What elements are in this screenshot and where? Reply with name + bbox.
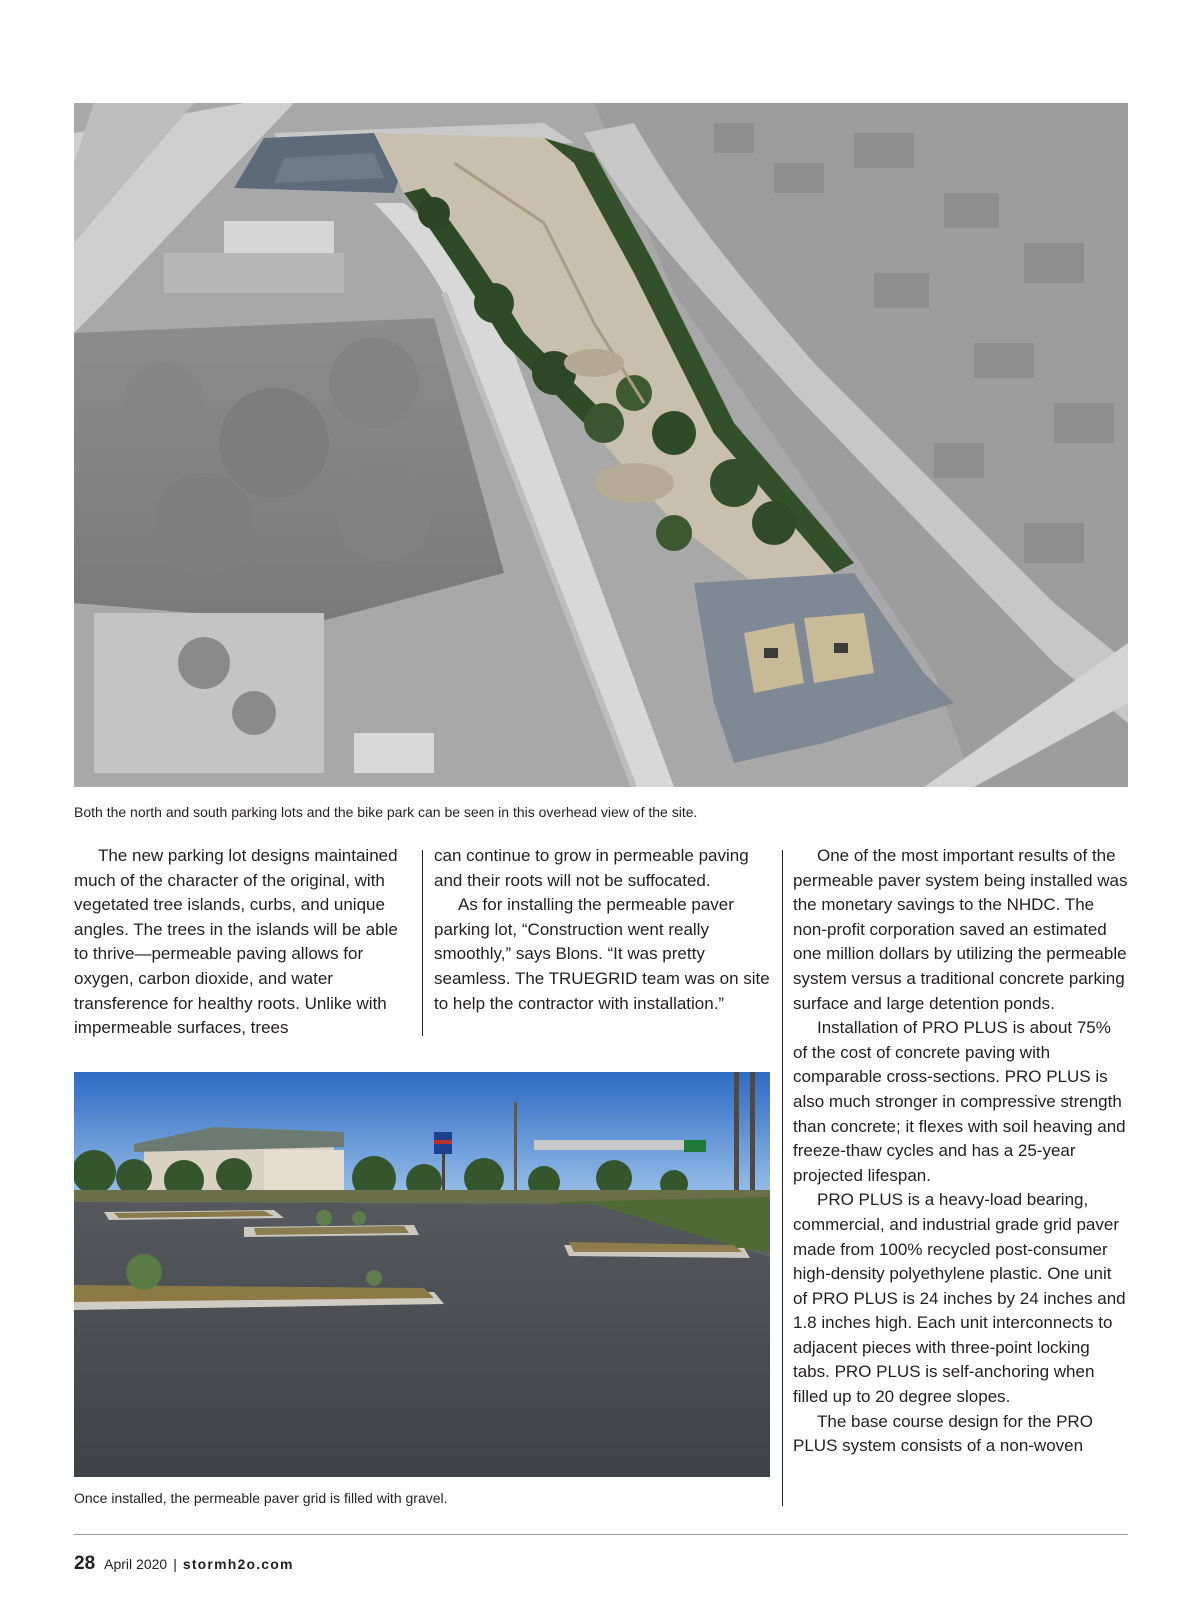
page-number: 28 [74, 1553, 96, 1574]
article-paragraph: As for installing the permeable paver parking lot, “Construction went really smoothly,” says Blons. “It was pretty seamless. The TRUEGRID team was on site to help the contractor with installation.” [434, 895, 770, 1013]
aerial-site-photo [74, 103, 1128, 787]
site-url: stormh2o.com [182, 1556, 294, 1572]
article-paragraph: Installation of PRO PLUS is about 75% of the cost of concrete paving with comparable cross-sections. PRO PLUS is also much stronger in compressive strength than concrete; it flexes with soil heaving and freeze-thaw cycles and has a 25-year projected lifespan. [793, 1018, 1126, 1185]
column-divider [422, 850, 423, 1036]
article-column-3 [793, 844, 1128, 1459]
page-footer [74, 1553, 294, 1577]
parking-lot-illustration [74, 1072, 770, 1477]
article-paragraph: PRO PLUS is a heavy-load bearing, commercial, and industrial grade grid paver made from 100% recycled post-consumer high-density polyethylene plastic. One unit of PRO PLUS is 24 inches by 24 inches and 1.8 inches high. Each unit interconnects to adjacent pieces with three-point locking tabs. PRO PLUS is self-anchoring when filled up to 20 degree slopes. [793, 1190, 1126, 1407]
aerial-site-illustration [74, 103, 1128, 787]
article-paragraph: One of the most important results of the permeable paver system being installed was the monetary savings to the NHDC. The non-profit corporation saved an estimated one million dollars by utilizing the permeable system versus a traditional concrete parking surface and large detention ponds. [793, 846, 1128, 1013]
parking-lot-photo [74, 1072, 770, 1477]
footer-rule [74, 1534, 1128, 1535]
photo-caption-bottom: Once installed, the permeable paver grid is filled with gravel. [74, 1490, 448, 1506]
issue-date: April 2020 [104, 1556, 168, 1572]
article-paragraph-continued: can continue to grow in permeable paving and their roots will not be suffocated. [434, 846, 749, 890]
article-column-1 [74, 844, 414, 1041]
photo-caption-top: Both the north and south parking lots and the bike park can be seen in this overhead view of the site. [74, 804, 698, 820]
column-divider [782, 850, 783, 1506]
footer-separator: | [173, 1556, 177, 1572]
article-column-2 [434, 844, 770, 1016]
article-paragraph: The new parking lot designs maintained much of the character of the original, with vegetated tree islands, curbs, and unique angles. The trees in the islands will be able to thrive—permeable paving allows for oxygen, carbon dioxide, and water transference for healthy roots. Unlike with impermeable surfaces, trees [74, 846, 398, 1038]
article-paragraph: The base course design for the PRO PLUS system consists of a non-woven [793, 1411, 1093, 1456]
